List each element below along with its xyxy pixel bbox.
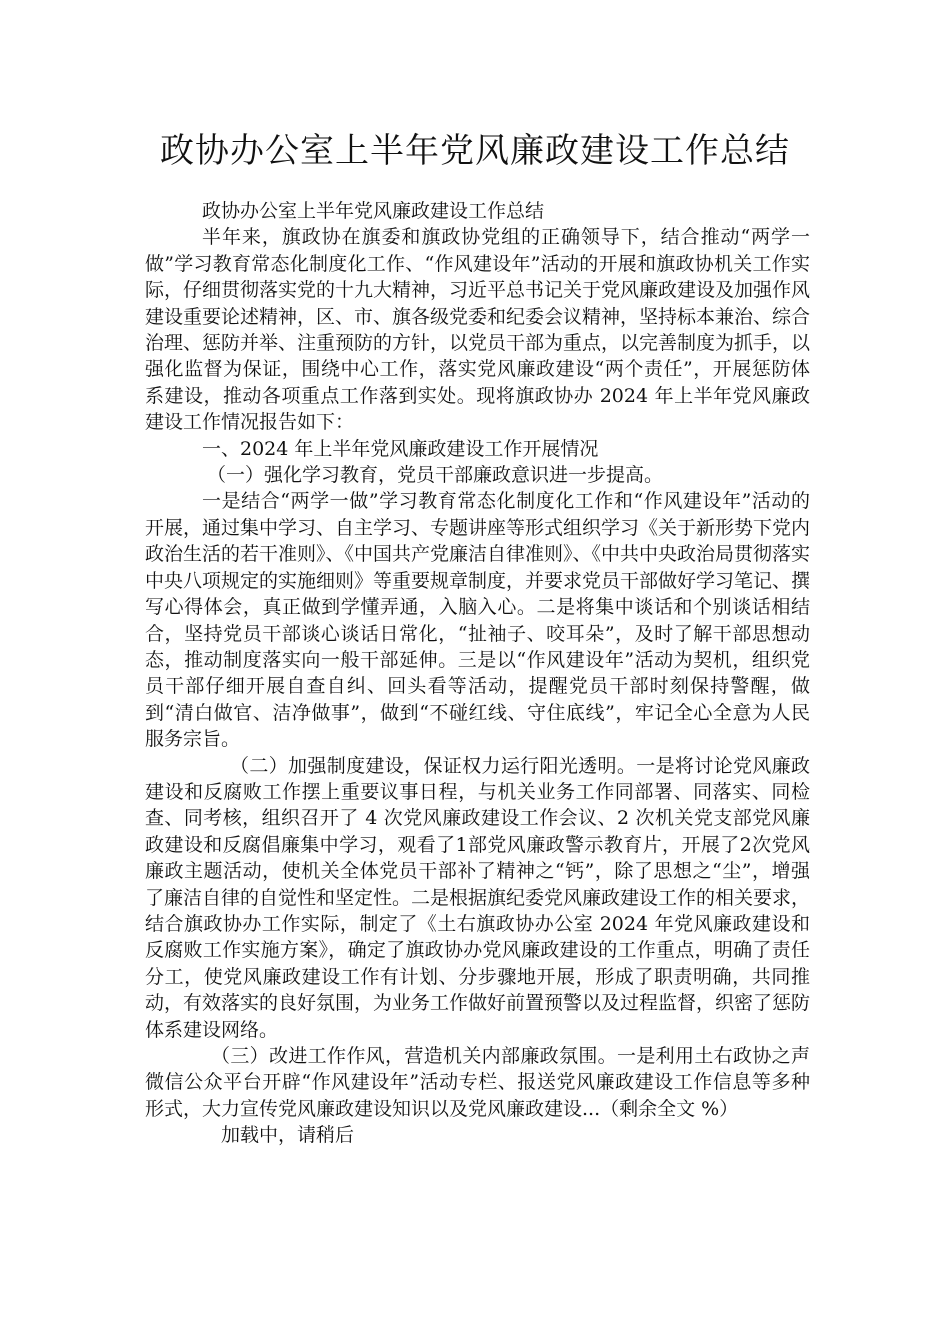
subsection-2-paragraph: （二）加强制度建设，保证权力运行阳光透明。一是将讨论党风廉政建设和反腐败工作摆上重要议事日程，与机关业务工作同部署、同落实、同检查、同考核，组织召开了 4 次党风廉政建设工作会议、2 次机关党支部党风廉政建设和反腐倡廉集中学习，观看了1部党风廉政警示教育片，开展了2次党风廉政主题活动，使机关全体党员干部补了精神之“钙”，除了思想之“尘”，增强了廉洁自律的自觉性和坚定性。二是根据旗纪委党风廉政建设工作的相关要求，结合旗政协办工作实际，制定了《土右旗政协办公室 2024 年党风廉政建设和反腐败工作实施方案》，确定了旗政协办党风廉政建设的工作重点，明确了责任分工，使党风廉政建设工作有计划、分步骤地开展，形成了职责明确，共同推动，有效落实的良好氛围，为业务工作做好前置预警以及过程监督，织密了惩防体系建设网络。 <box>145 754 811 1041</box>
subtitle-paragraph: 政协办公室上半年党风廉政建设工作总结 <box>202 200 545 222</box>
subsection-heading-1: （一）强化学习教育，党员干部廉政意识进一步提高。 <box>207 464 664 487</box>
subsection-1-paragraph: 一是结合“两学一做”学习教育常态化制度化工作和“作风建设年”活动的开展，通过集中学习、自主学习、专题讲座等形式组织学习《关于新形势下党内政治生活的若干准则》、《中国共产党廉洁自律准则》、《中共中央政治局贯彻落实中央八项规定的实施细则》等重要规章制度，并要求党员干部做好学习笔记、撰写心得体会，真正做到学懂弄通，入脑入心。二是将集中谈话和个别谈话相结合，坚持党员干部谈心谈话日常化，“扯袖子、咬耳朵”，及时了解干部思想动态，推动制度落实向一般干部延伸。三是以“作风建设年”活动为契机，组织党员干部仔细开展自查自纠、回头看等活动，提醒党员干部时刻保持警醒，做到“清白做官、洁净做事”，做到“不碰红线、守住底线”，牢记全心全意为人民服务宗旨。 <box>145 490 811 751</box>
loading-text: 加载中，请稍后 <box>221 1124 355 1147</box>
subsection-3-paragraph: （三）改进工作作风，营造机关内部廉政氛围。一是利用土右政协之声微信公众平台开辟“作风建设年”活动专栏、报送党风廉政建设工作信息等多种形式，大力宣传党风廉政建设知识以及党风廉政建设...（剩余全文 %） <box>145 1045 810 1120</box>
document-title: 政协办公室上半年党风廉政建设工作总结 <box>160 131 790 171</box>
intro-paragraph: 半年来，旗政协在旗委和旗政协党组的正确领导下，结合推动“两学一做”学习教育常态化制度化工作、“作风建设年”活动的开展和旗政协机关工作实际，仔细贯彻落实党的十九大精神，习近平总书记关于党风廉政建设及加强作风建设重要论述精神，区、市、旗各级党委和纪委会议精神，坚持标本兼治、综合治理、惩防并举、注重预防的方针，以党员干部为重点，以完善制度为抓手，以强化监督为保证，围绕中心工作，落实党风廉政建设“两个责任”，开展惩防体系建设，推动各项重点工作落到实处。现将旗政协办 2024 年上半年党风廉政建设工作情况报告如下： <box>145 226 811 434</box>
document-body <box>145 198 810 1149</box>
section-heading-1: 一、2024 年上半年党风廉政建设工作开展情况 <box>202 437 599 460</box>
